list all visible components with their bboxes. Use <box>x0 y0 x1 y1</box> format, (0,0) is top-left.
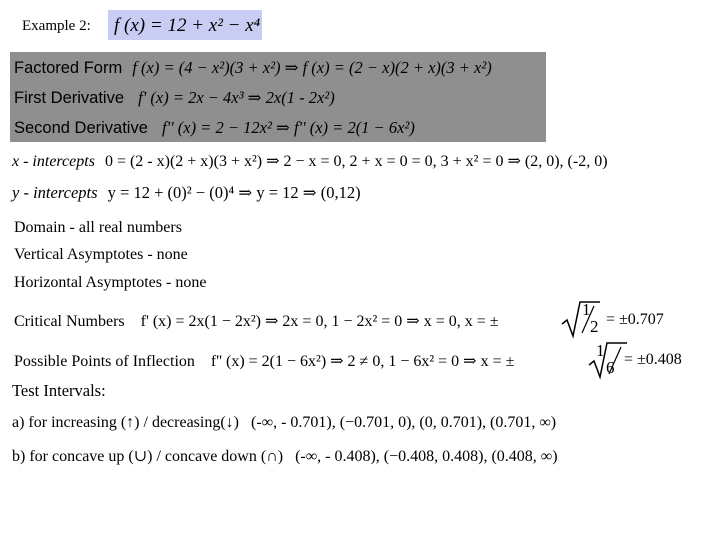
y-intercepts-row <box>12 183 361 203</box>
concave-intervals: (-∞, - 0.408), (−0.408, 0.408), (0.408, ∞) <box>295 448 558 465</box>
increasing-row <box>12 414 556 432</box>
inflection-row <box>14 351 514 371</box>
second-derivative-row <box>14 118 415 138</box>
critical-numbers-row <box>14 311 499 331</box>
concave-row <box>12 446 558 466</box>
y-intercepts-expr: y = 12 + (0)² − (0)⁴ ⇒ y = 12 ⇒ (0,12) <box>107 183 361 202</box>
first-derivative-expr: f' (x) = 2x − 4x³ ⇒ 2x(1 - 2x²) <box>138 88 335 107</box>
example-function-box <box>108 10 262 40</box>
critical-numbers-expr: f' (x) = 2x(1 − 2x²) ⇒ 2x = 0, 1 − 2x² = 0 ⇒ x = 0, x = ± <box>140 313 499 330</box>
critical-result: = ±0.707 <box>606 311 664 328</box>
critical-frac-den: 2 <box>590 317 599 336</box>
increasing-intervals: (-∞, - 0.701), (−0.701, 0), (0, 0.701), (0.701, ∞) <box>251 414 557 431</box>
inflection-result: = ±0.408 <box>624 351 682 368</box>
inflection-frac-num: 1 <box>596 341 605 360</box>
example-function: f (x) = 12 + x² − x⁴ <box>114 15 261 36</box>
concave-label: b) for concave up (∪) / concave down (∩) <box>12 448 284 465</box>
horizontal-asymptotes-line: Horizontal Asymptotes - none <box>14 274 207 291</box>
inflection-label: Possible Points of Inflection <box>14 353 195 370</box>
y-intercepts-label: y - intercepts <box>12 183 98 202</box>
increasing-label: a) for increasing (↑) / decreasing(↓) <box>12 414 239 431</box>
critical-frac-num: 1 <box>582 300 591 319</box>
vertical-asymptotes-line: Vertical Asymptotes - none <box>14 246 188 263</box>
first-derivative-label: First Derivative <box>14 89 125 107</box>
second-derivative-label: Second Derivative <box>14 119 148 137</box>
x-intercepts-expr: 0 = (2 - x)(2 + x)(3 + x²) ⇒ 2 − x = 0, 2 + x = 0 = 0, 3 + x² = 0 ⇒ (2, 0), (-2, 0) <box>104 153 608 170</box>
critical-numbers-label: Critical Numbers <box>14 313 125 330</box>
second-derivative-expr: f'' (x) = 2 − 12x² ⇒ f'' (x) = 2(1 − 6x²) <box>162 118 415 137</box>
x-intercepts-label: x - intercepts <box>12 153 95 170</box>
example-label: Example 2: <box>22 18 91 34</box>
factored-label: Factored Form <box>14 59 123 77</box>
domain-line: Domain - all real numbers <box>14 219 182 236</box>
test-intervals-heading: Test Intervals: <box>12 381 106 400</box>
factored-expr: f (x) = (4 − x²)(3 + x²) ⇒ f (x) = (2 − x)(2 + x)(3 + x²) <box>132 58 492 77</box>
x-intercepts-row <box>12 151 608 171</box>
inflection-frac-den: 6 <box>606 358 615 377</box>
inflection-expr: f'' (x) = 2(1 − 6x²) ⇒ 2 ≠ 0, 1 − 6x² = 0 ⇒ x = ± <box>210 353 515 370</box>
first-derivative-row <box>14 88 335 108</box>
factored-row <box>14 58 492 78</box>
